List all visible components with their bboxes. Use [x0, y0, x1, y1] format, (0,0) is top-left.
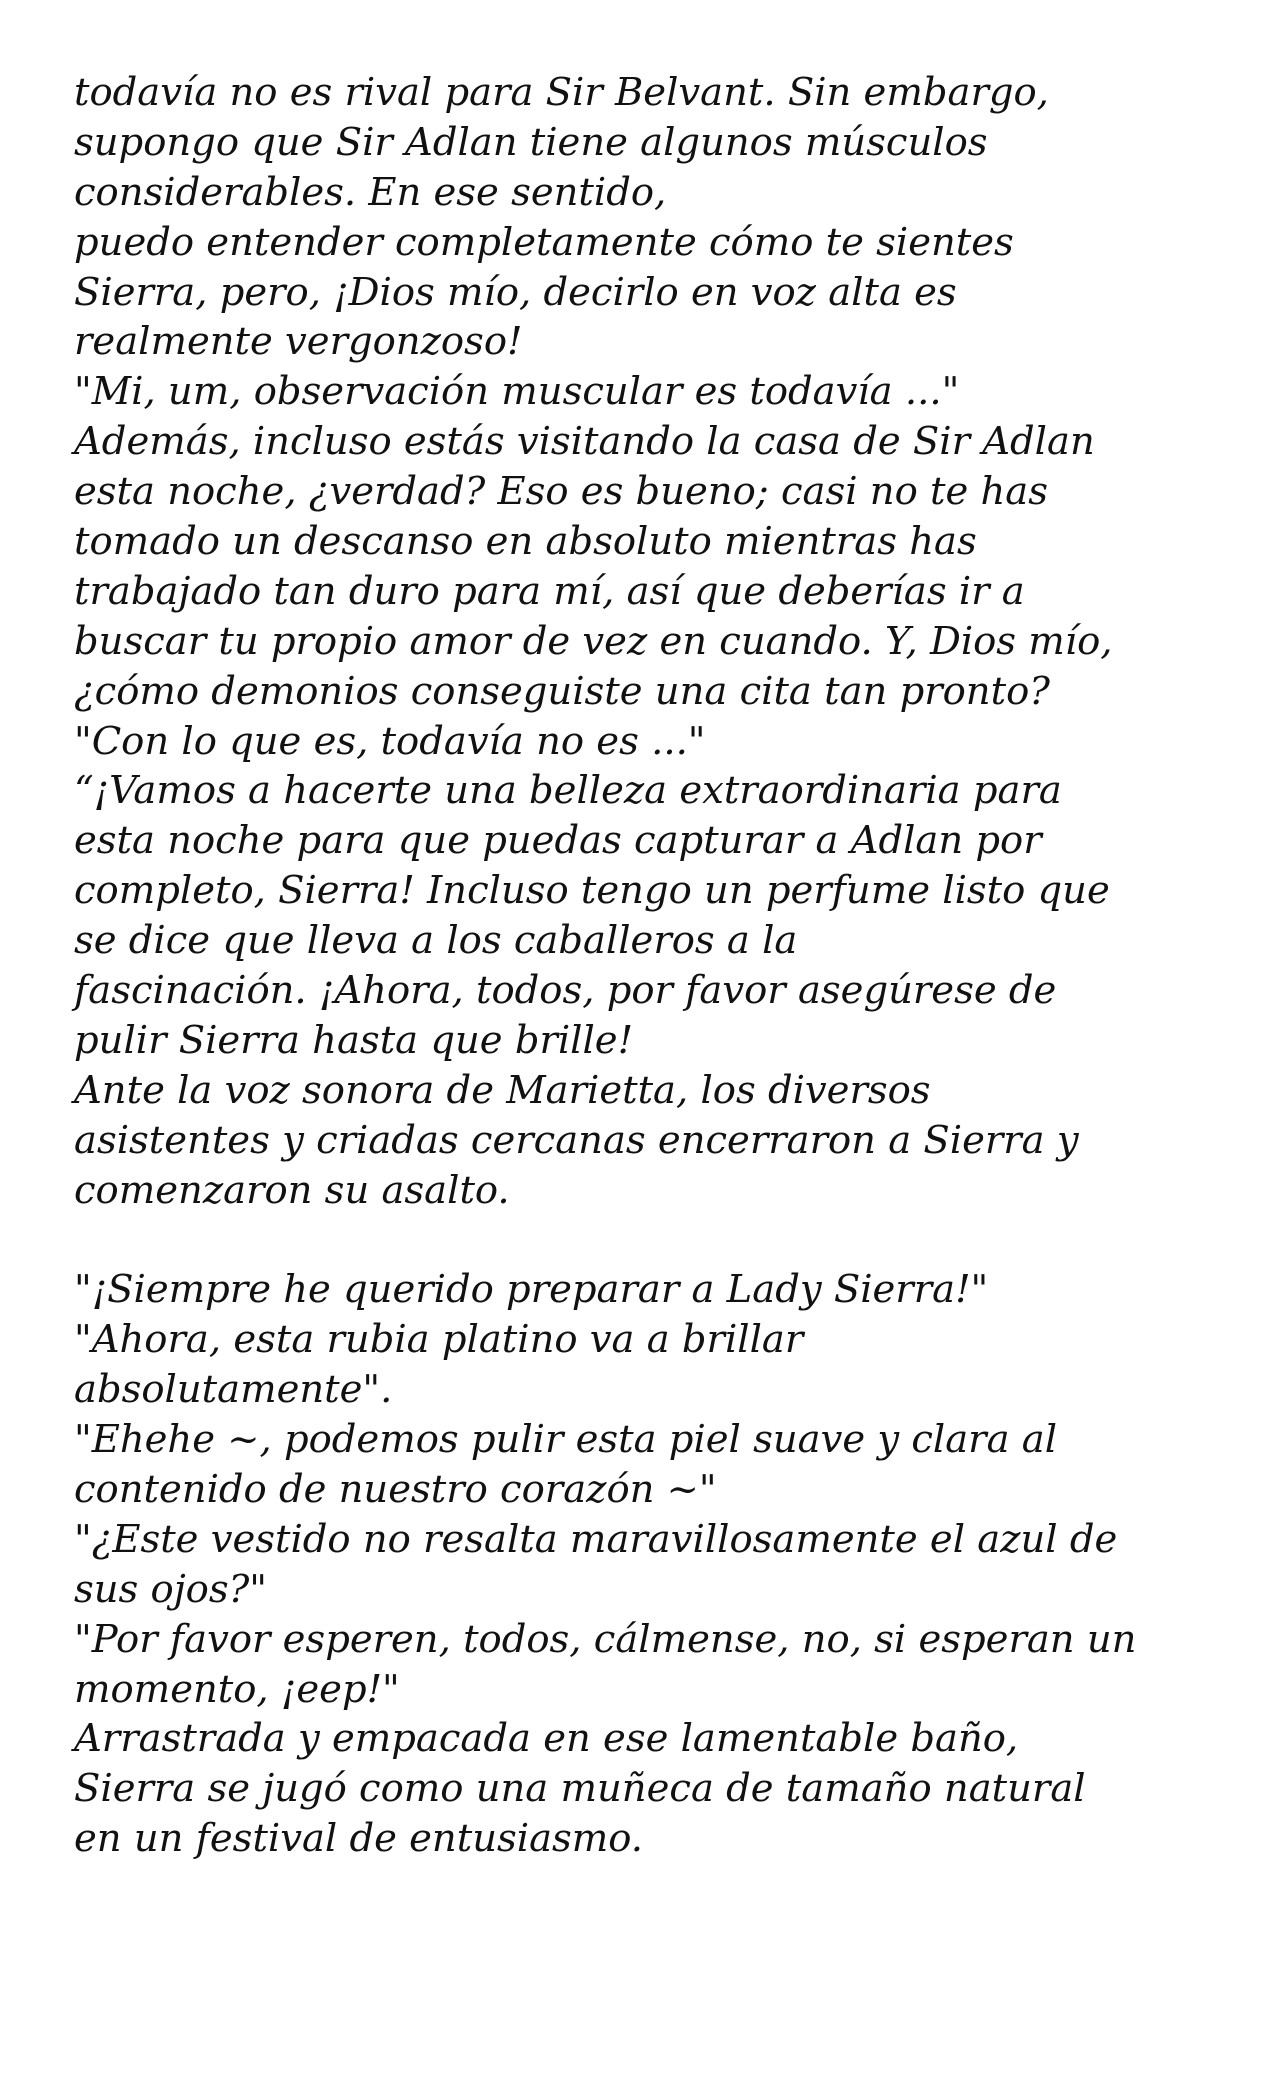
- text-line: tomado un descanso en absoluto mientras has: [74, 519, 977, 565]
- text-line: asistentes y criadas cercanas encerraron a Sierra y: [74, 1117, 1079, 1163]
- text-line: "Con lo que es, todavía no es ...": [74, 718, 706, 764]
- text-line: "Ehehe ~, podemos pulir esta piel suave y clara al: [74, 1417, 1058, 1463]
- text-line: "¡Siempre he querido preparar a Lady Sierra!": [74, 1267, 989, 1313]
- text-line: puedo entender completamente cómo te sientes: [74, 219, 1014, 265]
- body-text: [74, 68, 1214, 1864]
- text-line: Además, incluso estás visitando la casa de Sir Adlan: [74, 419, 1095, 465]
- text-line: "¿Este vestido no resalta maravillosamente el azul de: [74, 1516, 1118, 1562]
- paragraph-gap: [74, 1215, 1214, 1265]
- text-line: "Mi, um, observación muscular es todavía ...": [74, 369, 960, 415]
- text-line: Sierra se jugó como una muñeca de tamaño natural: [74, 1766, 1086, 1812]
- text-line: en un festival de entusiasmo.: [74, 1816, 644, 1862]
- text-line: considerables. En ese sentido,: [74, 169, 667, 215]
- text-line: Ante la voz sonora de Marietta, los diversos: [74, 1067, 931, 1113]
- text-line: Arrastrada y empacada en ese lamentable baño,: [74, 1716, 1019, 1762]
- text-line: Sierra, pero, ¡Dios mío, decirlo en voz alta es: [74, 269, 957, 315]
- text-line: todavía no es rival para Sir Belvant. Sin embargo,: [74, 70, 1049, 115]
- text-line: ¿cómo demonios conseguiste una cita tan pronto?: [74, 668, 1050, 714]
- text-line: “¡Vamos a hacerte una belleza extraordinaria para: [74, 768, 1062, 814]
- text-line: momento, ¡eep!": [74, 1666, 400, 1712]
- text-line: esta noche, ¿verdad? Eso es bueno; casi no te has: [74, 469, 1049, 515]
- text-line: completo, Sierra! Incluso tengo un perfume listo que: [74, 868, 1110, 914]
- text-line: "Por favor esperen, todos, cálmense, no, si esperan un: [74, 1616, 1137, 1662]
- text-line: contenido de nuestro corazón ~": [74, 1466, 717, 1512]
- text-line: absolutamente".: [74, 1367, 393, 1413]
- text-line: esta noche para que puedas capturar a Adlan por: [74, 818, 1042, 864]
- text-line: buscar tu propio amor de vez en cuando. Y, Dios mío,: [74, 618, 1113, 664]
- text-line: pulir Sierra hasta que brille!: [74, 1017, 634, 1063]
- text-line: sus ojos?": [74, 1566, 267, 1612]
- text-line: supongo que Sir Adlan tiene algunos músculos: [74, 119, 988, 165]
- text-line: se dice que lleva a los caballeros a la: [74, 918, 798, 964]
- text-line: "Ahora, esta rubia platino va a brillar: [74, 1317, 804, 1363]
- text-line: trabajado tan duro para mí, así que deberías ir a: [74, 568, 1025, 614]
- text-line: realmente vergonzoso!: [74, 319, 523, 365]
- text-line: fascinación. ¡Ahora, todos, por favor asegúrese de: [74, 968, 1057, 1014]
- text-line: comenzaron su asalto.: [74, 1167, 510, 1213]
